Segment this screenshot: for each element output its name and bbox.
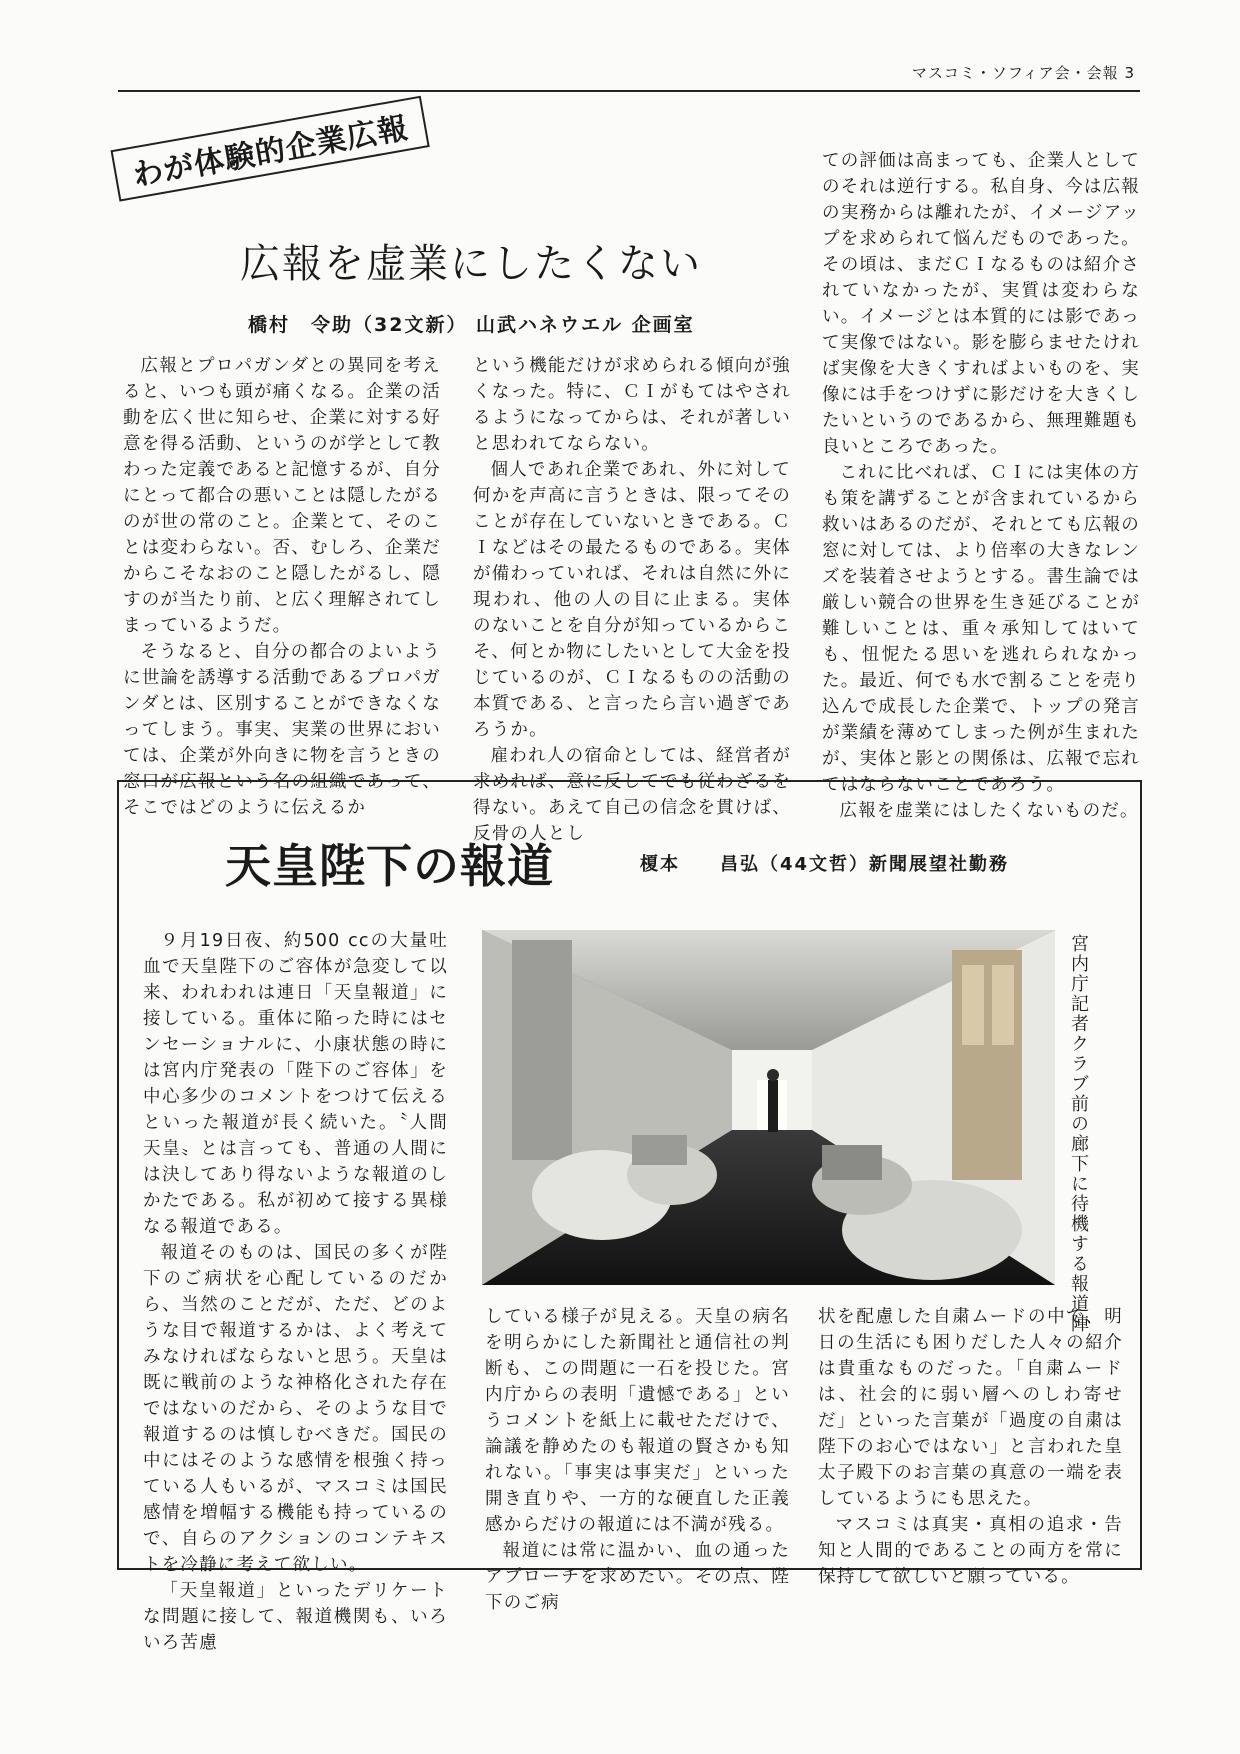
paragraph: そうなると、自分の都合のよいように世論を誘導する活動であるプロパガンダとは、区別することができなくなってしまう。事実、実業の世界においては、企業が外向きに物を言うときの窓口が広報という名の組織であって、そこではどのように伝えるか <box>123 642 441 818</box>
article2-byline: 榎本 昌弘（44文哲）新聞展望社勤務 <box>640 854 1010 875</box>
paragraph: 広報を虚業にはしたくないものだ。 <box>839 801 1139 821</box>
paragraph: ９月19日夜、約500 ccの大量吐血で天皇陛下のご容体が急変して以来、われわれは連日「天皇報道」に接している。重体に陥った時にはセンセーショナルに、小康状態の時には宮内庁発表の「陛下のご容体」を中心多少のコメントをつけて伝えるといった報道が長く続いた。〝人間天皇〟とは言っても、普通の人間には決してあり得ないような報道のしかたである。私が初めて接する異様なる報道である。 <box>143 931 448 1237</box>
article2-title: 天皇陛下の報道 <box>225 839 554 893</box>
photo-caption: 宮内庁記者クラブ前の廊下に待機する報道陣 <box>1068 934 1089 1334</box>
article2-column-3 <box>818 1304 1123 1590</box>
paragraph: 個人であれ企業であれ、外に対して何かを声高に言うときは、限ってそのことが存在していないときである。ＣＩなどはその最たるものである。実体が備わっていれば、それは自然に外に現われ、他の人の目に止まる。実体のないことを自分が知っているからこそ、何とか物にしたいとして大金を投じているのが、ＣＩなるものの活動の本質である、と言ったら言い過ぎであろうか。 <box>473 460 791 740</box>
paragraph: これに比べれば、ＣＩには実体の方も策を講ずることが含まれているから救いはあるのだが、それとても広報の窓に対しては、より倍率の大きなレンズを装着させようとする。書生論では厳しい競合の世界を生き延びることが難しいことは、重々承知してはいても、忸怩たる思いを逃れられなかった。最近、何でも水で割ることを売り込んで成長した企業で、トップの発言が業績を薄めてしまった例が生まれたが、実体と影との関係は、広報で忘れてはならないことであろう。 <box>822 463 1140 795</box>
paragraph: マスコミは真実・真相の追求・告知と人間的であることの両方を常に保持して欲しいと願っている。 <box>818 1515 1123 1587</box>
page-header: マスコミ・ソフィア会・会報 3 <box>911 64 1135 82</box>
paragraph: という機能だけが求められる傾向が強くなった。特に、ＣＩがもてはやされるようになってからは、それが著しいと思われてならない。 <box>473 356 791 454</box>
paragraph: している様子が見える。天皇の病名を明らかにした新聞社と通信社の判断も、この問題に一石を投じた。宮内庁からの表明「遺憾である」というコメントを紙上に載せただけで、論議を静めたのも報道の賢さかも知れない。「事実は事実だ」といった開き直りや、一方的な硬直した正義感からだけの報道には不満が残る。 <box>485 1307 790 1535</box>
paragraph: 報道には常に温かい、血の通ったアプローチを求めたい。その点、陛下のご病 <box>485 1541 790 1613</box>
series-label: わが体験的企業広報 <box>110 96 429 202</box>
corridor-photo-drawing <box>482 930 1055 1285</box>
article2-column-2 <box>485 1304 790 1616</box>
article2-column-1 <box>143 928 448 1656</box>
article1-byline: 橋村 令助（32文新） 山武ハネウエル 企画室 <box>248 314 695 336</box>
paragraph: 状を配慮した自粛ムードの中で、明日の生活にも困りだした人々の紹介は貴重なものだった。「自粛ムードは、社会的に弱い層へのしわ寄せだ」といった言葉が「過度の自粛は陛下のお心ではない」と言われた皇太子殿下のお言葉の真意の一端を表しているようにも思えた。 <box>818 1307 1123 1509</box>
paragraph: 「天皇報道」といったデリケートな問題に接して、報道機関も、いろいろ苦慮 <box>143 1581 448 1653</box>
article1-title: 広報を虚業にしたくない <box>240 241 702 287</box>
paragraph: ての評価は高まっても、企業人としてのそれは逆行する。私自身、今は広報の実務からは離れたが、イメージアップを求められて悩んだものであった。その頃は、まだＣＩなるものは紹介されていなかったが、実質は変わらない。イメージとは本質的には影であって実像ではない。影を膨らませたければ実像を大きくすればよいものを、実像には手をつけずに影だけを大きくしたいというのであるから、無理難題も良いところであった。 <box>822 151 1140 457</box>
paragraph: 雇われ人の宿命としては、経営者が求めれば、意に反してでも従わざるを得ない。あえて自己の信念を貫けば、反骨の人とし <box>473 746 791 844</box>
article1-column-1 <box>123 353 441 821</box>
paragraph: 広報とプロパガンダとの異同を考えると、いつも頭が痛くなる。企業の活動を広く世に知らせ、企業に対する好意を得る活動、というのが学として教わった定義であると記憶するが、自分にとって都合の悪いことは隠したがるのが世の常のこと。企業とて、そのことは変わらない。否、むしろ、企業だからこそなおのこと隠したがるし、隠すのが当たり前、と広く理解されてしまっているようだ。 <box>123 356 441 636</box>
paragraph: 報道そのものは、国民の多くが陛下のご病状を心配しているのだから、当然のことだが、ただ、どのような目で報道するかは、よく考えてみなければならないと思う。天皇は既に戦前のような神格化された存在ではないのだから、そのような目で報道するのは慎しむべきだ。国民の中にはそのような感情を根強く持っている人もいるが、マスコミは国民感情を増幅する機能も持っているので、自らのアクションのコンテキストを冷静に考えて欲しい。 <box>143 1243 448 1575</box>
article1-column-3 <box>822 148 1140 824</box>
article1-column-2 <box>473 353 791 847</box>
header-rule <box>118 90 1140 92</box>
corridor-photo <box>482 930 1055 1285</box>
